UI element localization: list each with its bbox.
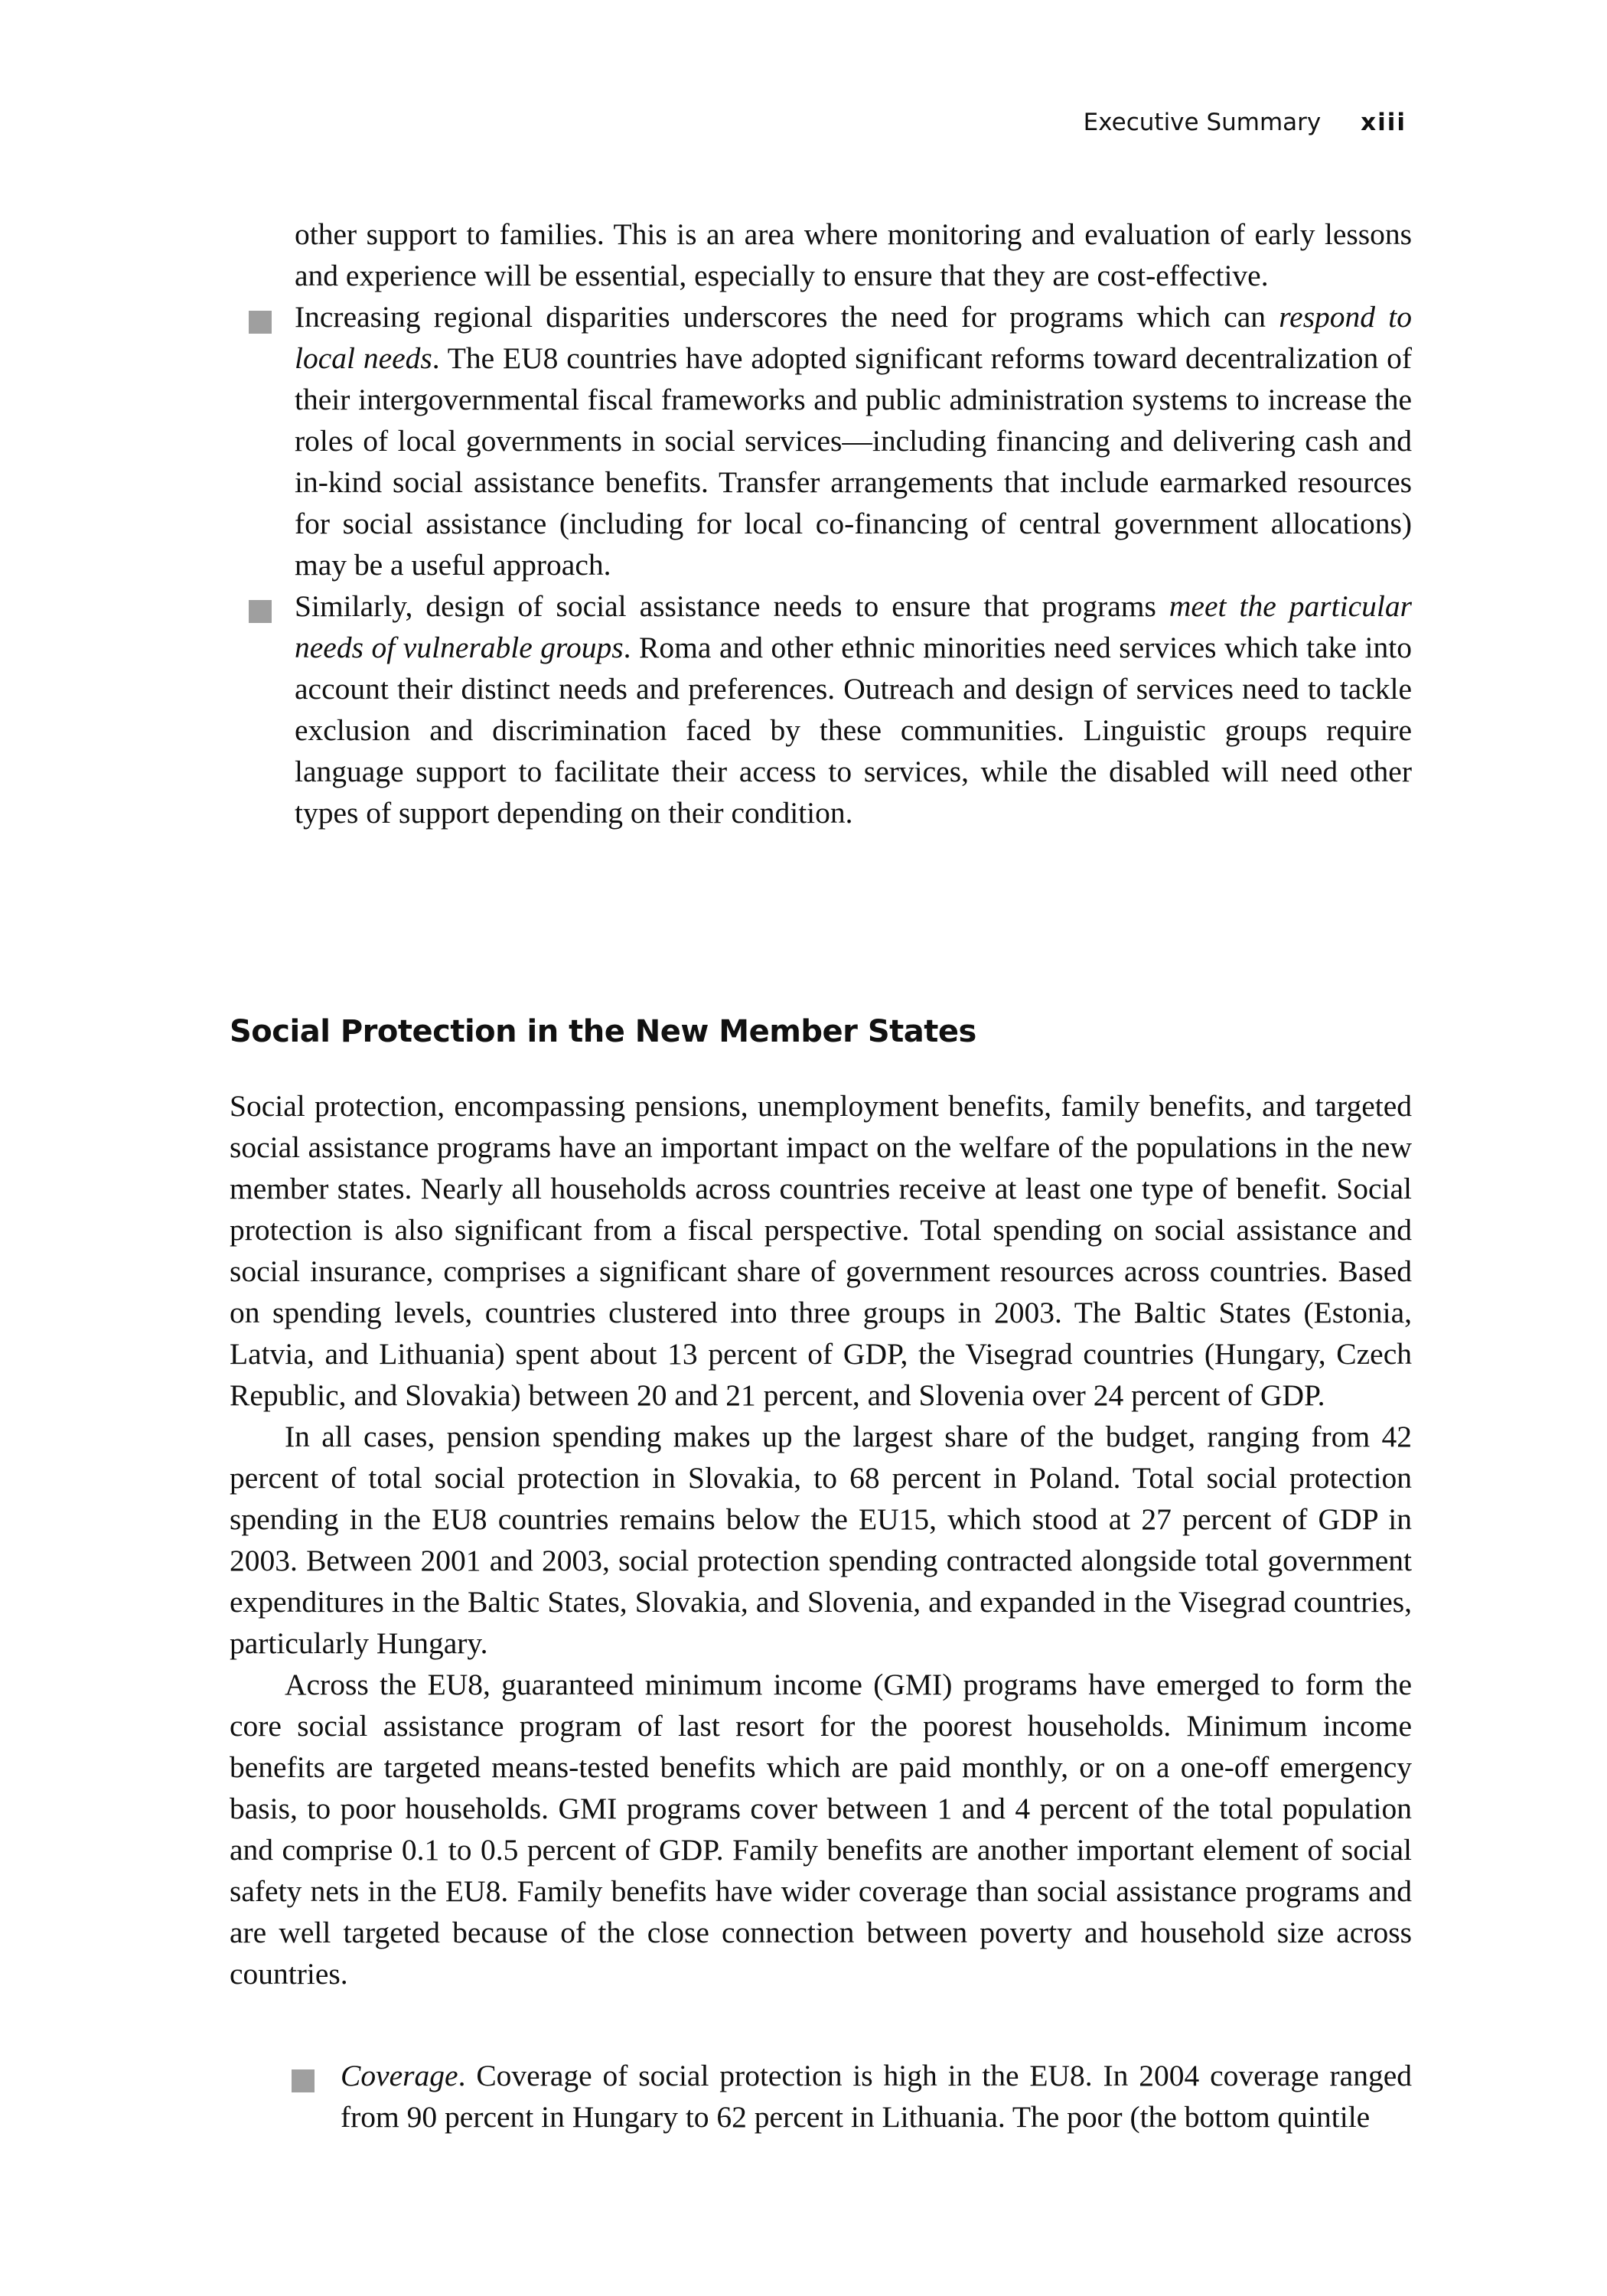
section-body — [230, 1085, 1412, 1994]
paragraph: In all cases, pension spending makes up the largest share of the budget, ranging from 42 percent of total social protection in Slovakia, to 68 percent in Poland. Total social protection spending in the EU8 countries remains below the EU15, which stood at 27 percent of GDP in 2003. Between 2001 and 2003, social protection spending contracted alongside total government expenditures in the Baltic States, Slovakia, and Slovenia, and expanded in the Visegrad countries, particularly Hungary. — [230, 1420, 1412, 1660]
square-bullet-icon — [249, 311, 272, 334]
running-header — [1084, 109, 1407, 136]
section-heading: Social Protection in the New Member States — [230, 1014, 976, 1049]
bullet-item — [295, 214, 1412, 296]
bullet-text: . Coverage of social protection is high in the EU8. In 2004 coverage ranged from 90 percent in Hungary to 62 percent in Lithuania. The poor (the bottom quintile — [341, 2059, 1412, 2134]
bullet-text: other support to families. This is an area where monitoring and evaluation of early lessons and experience will be essential, especially to ensure that they are cost-effective. — [295, 217, 1412, 292]
bullet-item — [295, 585, 1412, 833]
running-title: Executive Summary — [1083, 109, 1322, 136]
bullet-emphasis: meet the particular needs of vulnerable groups — [295, 589, 1412, 664]
bottom-bullet-list — [341, 2055, 1412, 2138]
square-bullet-icon — [292, 2069, 315, 2092]
bullet-emphasis: Coverage — [341, 2059, 458, 2092]
paragraph: Across the EU8, guaranteed minimum income (GMI) programs have emerged to form the core social assistance program of last resort for the poorest households. Minimum income benefits are targeted means-tested benefits which are paid monthly, or on a one-off emergency basis, to poor households. GMI programs cover between 1 and 4 percent of the total population and comprise 0.1 to 0.5 percent of GDP. Family benefits are another important element of social safety nets in the EU8. Family benefits have wider coverage than social assistance programs and are well targeted because of the close connection between poverty and household size across countries. — [230, 1668, 1412, 1991]
top-bullet-list — [295, 214, 1412, 833]
bullet-item — [295, 296, 1412, 585]
bullet-emphasis: respond to local needs — [295, 300, 1412, 375]
bullet-text: Increasing regional disparities underscores the need for programs which can — [295, 300, 1279, 334]
page-number: xiii — [1361, 109, 1407, 136]
bullet-text: . The EU8 countries have adopted significant reforms toward decentralization of their intergovernmental fiscal frameworks and public administration systems to increase the roles of local governments in social services—including financing and delivering cash and in-kind social assistance benefits. Transfer arrangements that include earmarked resources for social assistance (including for local co-financing of central government allocations) may be a useful approach. — [295, 341, 1412, 582]
paragraph: Social protection, encompassing pensions, unemployment benefits, family benefits, and targeted social assistance programs have an important impact on the welfare of the populations in the new member states. Nearly all households across countries receive at least one type of benefit. Social protection is also significant from a fiscal perspective. Total spending on social assistance and social insurance, comprises a significant share of government resources across countries. Based on spending levels, countries clustered into three groups in 2003. The Baltic States (Estonia, Latvia, and Lithuania) spent about 13 percent of GDP, the Visegrad countries (Hungary, Czech Republic, and Slovakia) between 20 and 21 percent, and Slovenia over 24 percent of GDP. — [230, 1089, 1412, 1412]
square-bullet-icon — [249, 600, 272, 623]
bullet-item — [341, 2055, 1412, 2138]
bullet-text: . Roma and other ethnic minorities need services which take into account their distinct needs and preferences. Outreach and design of services need to tackle exclusion and discrimination faced by these communities. Linguistic groups require language support to facilitate their access to services, while the disabled will need other types of support depending on their condition. — [295, 631, 1412, 830]
bullet-text: Similarly, design of social assistance needs to ensure that programs — [295, 589, 1169, 623]
